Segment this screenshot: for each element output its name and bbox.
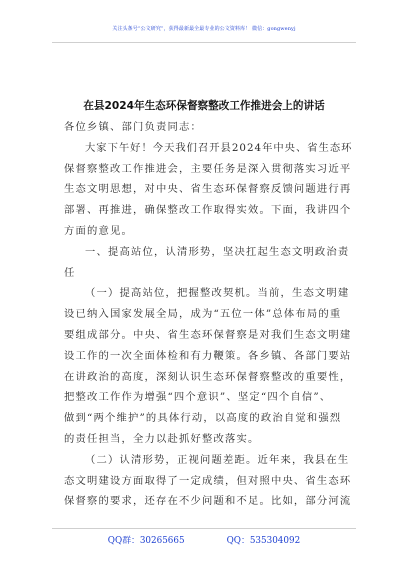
paragraph-line: 生态文明思想，对中央、省生态环保督察反馈问题进行再 — [64, 183, 352, 196]
salutation-line: 各位乡镇、部门负责同志： — [64, 121, 202, 133]
paragraph-line: 大家下午好！今天我们召开县2024年中央、省生态环 — [85, 141, 353, 154]
document-title: 在县2024年生态环保督察整改工作推进会上的讲话 — [83, 100, 325, 112]
paragraph-line: （二）认清形势，正视问题差距。近年来，我县在生 — [85, 453, 350, 466]
paragraph-line: 保督察的要求，还存在不少问题和不足。比如，部分河流 — [64, 495, 352, 508]
qq-number: QQ：535304092 — [226, 536, 301, 546]
paragraph-line: 要组成部分。中央、省生态环保督察是对我们生态文明建 — [64, 328, 352, 341]
paragraph-line: 做到“两个维护”的具体行动，以高度的政治自觉和强烈 — [64, 412, 342, 425]
header-divider — [52, 42, 356, 43]
paragraph-line: （一）提高站位，把握整改契机。当前，生态文明建 — [85, 287, 350, 300]
promo-banner: 关注头条号“公文研究”，获得最新最全最专业的公文资料库！ 微信：gongwenyj — [112, 26, 296, 32]
paragraph-line: 设工作的一次全面体检和有力鞭策。各乡镇、各部门要站 — [64, 349, 352, 362]
section-heading-line: 一、提高站位，认清形势，坚决扛起生态文明政治责 — [85, 245, 350, 258]
paragraph-line: 方面的意见。 — [64, 224, 133, 237]
qq-group-number: QQ群：30265665 — [107, 536, 185, 546]
paragraph-line: 保督察整改工作推进会，主要任务是深入贯彻落实习近平 — [64, 162, 352, 175]
paragraph-line: 态文明建设方面取得了一定成绩，但对照中央、省生态环 — [64, 474, 352, 487]
paragraph-line: 的责任担当，全力以赴抓好整改落实。 — [64, 432, 260, 445]
paragraph-line: 在讲政治的高度，深刻认识生态环保督察整改的重要性， — [64, 370, 352, 383]
section-heading-line: 任 — [64, 266, 76, 279]
paragraph-line: 部署、再推进，确保整改工作取得实效。下面，我讲四个 — [64, 204, 352, 217]
paragraph-line: 把整改工作作为增强“四个意识”、坚定“四个自信”、 — [64, 391, 332, 404]
contact-footer — [0, 533, 408, 546]
paragraph-line: 设已纳入国家发展全局，成为“五位一体”总体布局的重 — [64, 308, 342, 321]
document-body — [64, 117, 353, 512]
footer-divider — [52, 528, 356, 529]
